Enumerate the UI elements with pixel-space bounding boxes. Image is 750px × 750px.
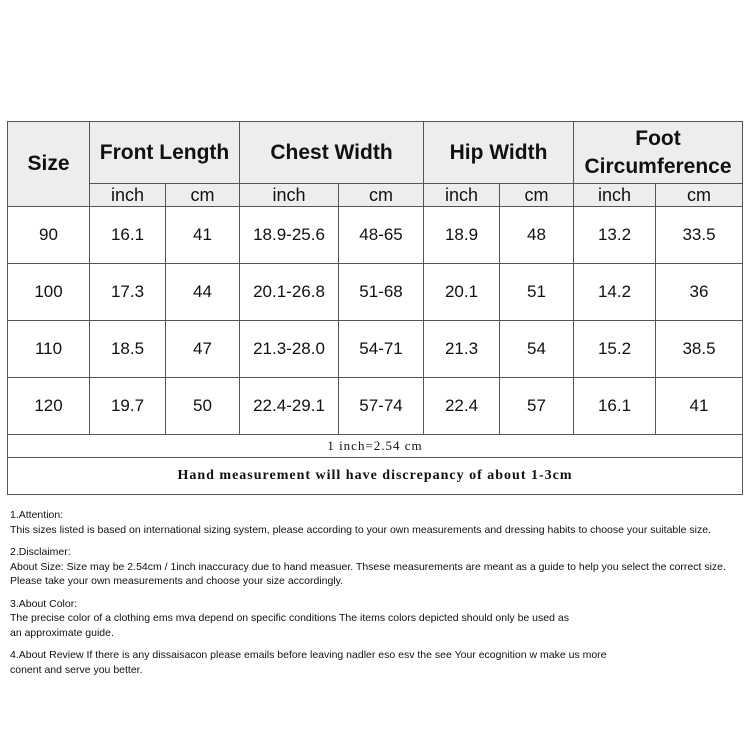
units-row bbox=[8, 184, 743, 207]
header-size: Size bbox=[8, 122, 90, 207]
note-attention bbox=[10, 508, 745, 537]
unit-cell: inch bbox=[90, 184, 166, 207]
header-foot-circumference: Foot Circumference bbox=[574, 122, 743, 184]
table-row bbox=[8, 378, 743, 435]
note-title: 1.Attention: bbox=[10, 509, 64, 521]
unit-cell: cm bbox=[656, 184, 743, 207]
table-cell: 57 bbox=[500, 378, 574, 435]
table-cell: 20.1 bbox=[424, 264, 500, 321]
table-cell: 18.9-25.6 bbox=[240, 207, 339, 264]
table-cell: 17.3 bbox=[90, 264, 166, 321]
discrepancy-row bbox=[8, 458, 743, 495]
note-line: The precise color of a clothing ems mva depend on specific conditions The items colors depicted should only be used as bbox=[10, 612, 569, 624]
note-review bbox=[10, 648, 745, 677]
table-cell: 54-71 bbox=[339, 321, 424, 378]
table-row bbox=[8, 264, 743, 321]
table-row bbox=[8, 207, 743, 264]
table-cell: 57-74 bbox=[339, 378, 424, 435]
table-cell: 18.9 bbox=[424, 207, 500, 264]
table-cell: 15.2 bbox=[574, 321, 656, 378]
table-row bbox=[8, 321, 743, 378]
header-hip-width: Hip Width bbox=[424, 122, 574, 184]
notes-section bbox=[10, 508, 745, 685]
table-cell: 90 bbox=[8, 207, 90, 264]
table-cell: 100 bbox=[8, 264, 90, 321]
table-cell: 22.4-29.1 bbox=[240, 378, 339, 435]
header-row bbox=[8, 122, 743, 184]
note-line: conent and serve you better. bbox=[10, 663, 143, 676]
table-cell: 13.2 bbox=[574, 207, 656, 264]
table-cell: 14.2 bbox=[574, 264, 656, 321]
table-cell: 110 bbox=[8, 321, 90, 378]
table-cell: 41 bbox=[656, 378, 743, 435]
note-line: About Size: Size may be 2.54cm / 1inch inaccuracy due to hand measuer. Thsese measurements are meant as a guide to help you select the correct size. bbox=[10, 560, 726, 573]
note-title: 4.About Review If there is any dissaisacon please emails before leaving nadler eso esv the see Your ecognition w make us more bbox=[10, 649, 607, 661]
table-cell: 120 bbox=[8, 378, 90, 435]
table-cell: 16.1 bbox=[90, 207, 166, 264]
table-cell: 38.5 bbox=[656, 321, 743, 378]
note-line: an approximate guide. bbox=[10, 626, 114, 639]
table-cell: 48-65 bbox=[339, 207, 424, 264]
table-cell: 18.5 bbox=[90, 321, 166, 378]
conversion-row bbox=[8, 435, 743, 458]
header-chest-width: Chest Width bbox=[240, 122, 424, 184]
table-cell: 47 bbox=[166, 321, 240, 378]
table-cell: 54 bbox=[500, 321, 574, 378]
note-title: 2.Disclaimer: bbox=[10, 546, 71, 558]
note-disclaimer bbox=[10, 545, 745, 589]
table-cell: 21.3-28.0 bbox=[240, 321, 339, 378]
table-cell: 44 bbox=[166, 264, 240, 321]
unit-cell: cm bbox=[166, 184, 240, 207]
table-cell: 41 bbox=[166, 207, 240, 264]
table-cell: 50 bbox=[166, 378, 240, 435]
table-cell: 16.1 bbox=[574, 378, 656, 435]
table-cell: 22.4 bbox=[424, 378, 500, 435]
unit-cell: cm bbox=[339, 184, 424, 207]
size-chart-table bbox=[7, 121, 743, 495]
table-cell: 51 bbox=[500, 264, 574, 321]
header-front-length: Front Length bbox=[90, 122, 240, 184]
note-title: 3.About Color: bbox=[10, 597, 78, 610]
unit-cell: inch bbox=[574, 184, 656, 207]
note-line: Please take your own measurements and choose your size accordingly. bbox=[10, 575, 344, 587]
note-line: This sizes listed is based on international sizing system, please according to your own measurements and dressing habits to choose your suitable size. bbox=[10, 523, 711, 536]
unit-cell: inch bbox=[424, 184, 500, 207]
table-cell: 20.1-26.8 bbox=[240, 264, 339, 321]
unit-cell: inch bbox=[240, 184, 339, 207]
conversion-note: 1 inch=2.54 cm bbox=[8, 435, 743, 458]
table-cell: 19.7 bbox=[90, 378, 166, 435]
table-cell: 36 bbox=[656, 264, 743, 321]
unit-cell: cm bbox=[500, 184, 574, 207]
table-cell: 48 bbox=[500, 207, 574, 264]
table-cell: 21.3 bbox=[424, 321, 500, 378]
note-color bbox=[10, 597, 745, 641]
table-cell: 33.5 bbox=[656, 207, 743, 264]
discrepancy-note: Hand measurement will have discrepancy of about 1-3cm bbox=[8, 458, 743, 495]
table-cell: 51-68 bbox=[339, 264, 424, 321]
